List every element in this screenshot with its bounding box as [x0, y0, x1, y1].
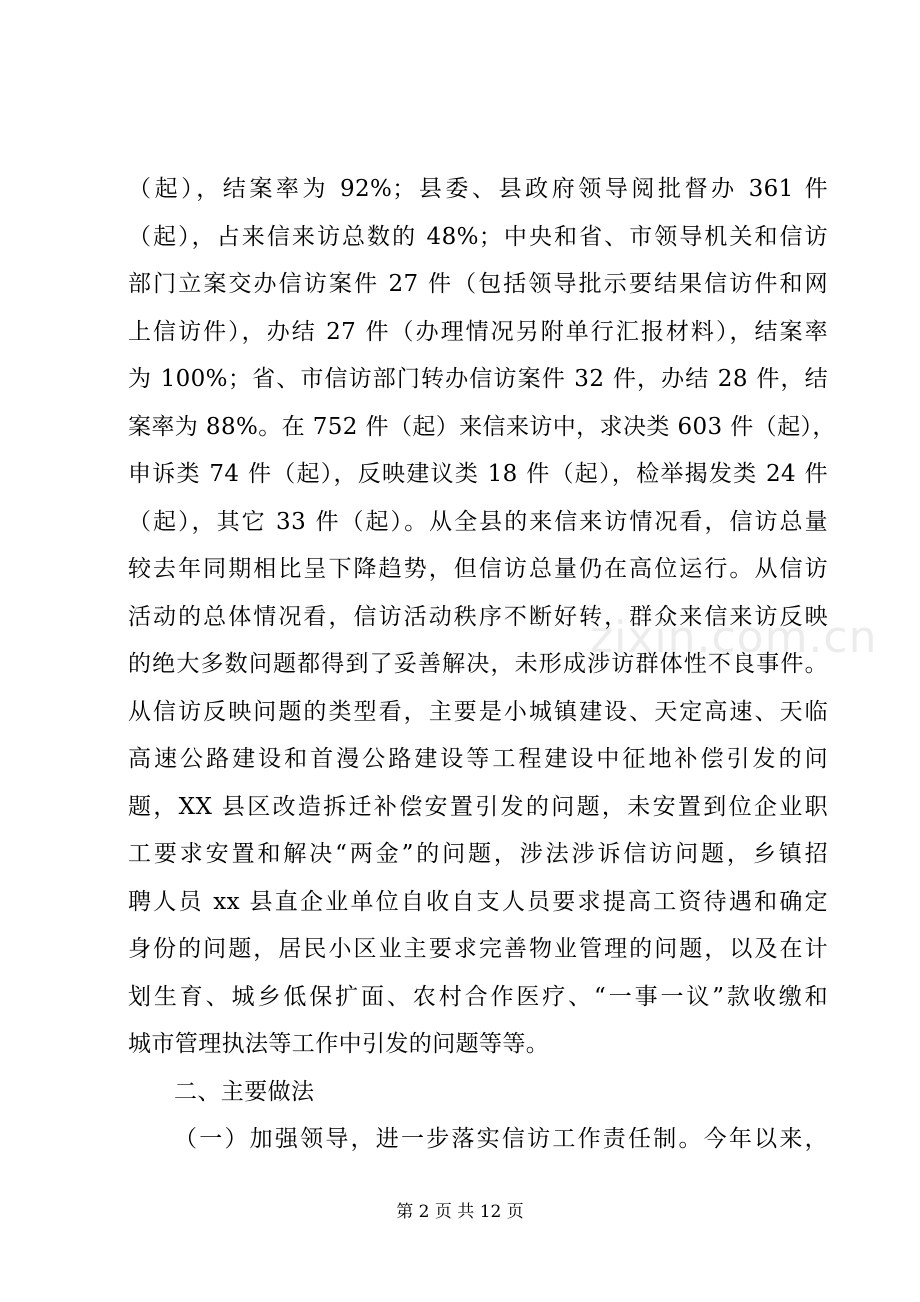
paragraph-line-11: 的绝大多数问题都得到了妥善解决，未形成涉访群体性不良事件。: [128, 651, 828, 677]
page-footer: 第 2 页 共 12 页: [396, 1202, 524, 1222]
paragraph-line-5: 为 100%；省、市信访部门转办信访案件 32 件，办结 28 件，结: [128, 366, 828, 392]
document-body: [128, 166, 836, 1164]
paragraph-line-18: 划生育、城乡低保扩面、农村合作医疗、“一事一议”款收缴和: [128, 983, 828, 1010]
paragraph-line-15: 工要求安置和解决“两金”的问题，涉法涉诉信访问题，乡镇招: [128, 841, 828, 867]
paragraph-line-12: 从信访反映问题的类型看，主要是小城镇建设、天定高速、天临: [128, 698, 828, 725]
paragraph-line-10: 活动的总体情况看，信访活动秩序不断好转，群众来信来访反映: [128, 603, 828, 630]
paragraph-line-9: 较去年同期相比呈下降趋势，但信访总量仍在高位运行。从信访: [128, 556, 828, 582]
paragraph-line-13: 高速公路建设和首漫公路建设等工程建设中征地补偿引发的问: [128, 746, 828, 772]
paragraph-line-2: （起），占来信来访总数的 48%；中央和省、市领导机关和信访: [128, 223, 828, 250]
paragraph-line-14: 题，XX 县区改造拆迁补偿安置引发的问题，未安置到位企业职: [128, 793, 828, 820]
watermark: zixin.com.cn: [590, 612, 878, 663]
subsection-heading: （一）加强领导，进一步落实信访工作责任制。今年以来，: [174, 1126, 828, 1152]
paragraph-line-17: 身份的问题，居民小区业主要求完善物业管理的问题，以及在计: [128, 936, 828, 962]
paragraph-line-6: 案率为 88%。在 752 件（起）来信来访中，求决类 603 件（起），: [128, 413, 836, 440]
paragraph-line-4: 上信访件），办结 27 件（办理情况另附单行汇报材料），结案率: [128, 318, 828, 345]
paragraph-line-19: 城市管理执法等工作中引发的问题等等。: [128, 1031, 550, 1057]
paragraph-line-1: （起），结案率为 92%；县委、县政府领导阅批督办 361 件: [128, 176, 828, 202]
section-heading: 二、主要做法: [174, 1078, 315, 1105]
paragraph-line-8: （起），其它 33 件（起）。从全县的来信来访情况看，信访总量: [128, 508, 828, 535]
paragraph-line-16: 聘人员 xx 县直企业单位自收自支人员要求提高工资待遇和确定: [128, 888, 828, 915]
paragraph-line-7: 申诉类 74 件（起），反映建议类 18 件（起），检举揭发类 24 件: [128, 461, 828, 487]
paragraph-line-3: 部门立案交办信访案件 27 件（包括领导批示要结果信访件和网: [128, 271, 828, 297]
